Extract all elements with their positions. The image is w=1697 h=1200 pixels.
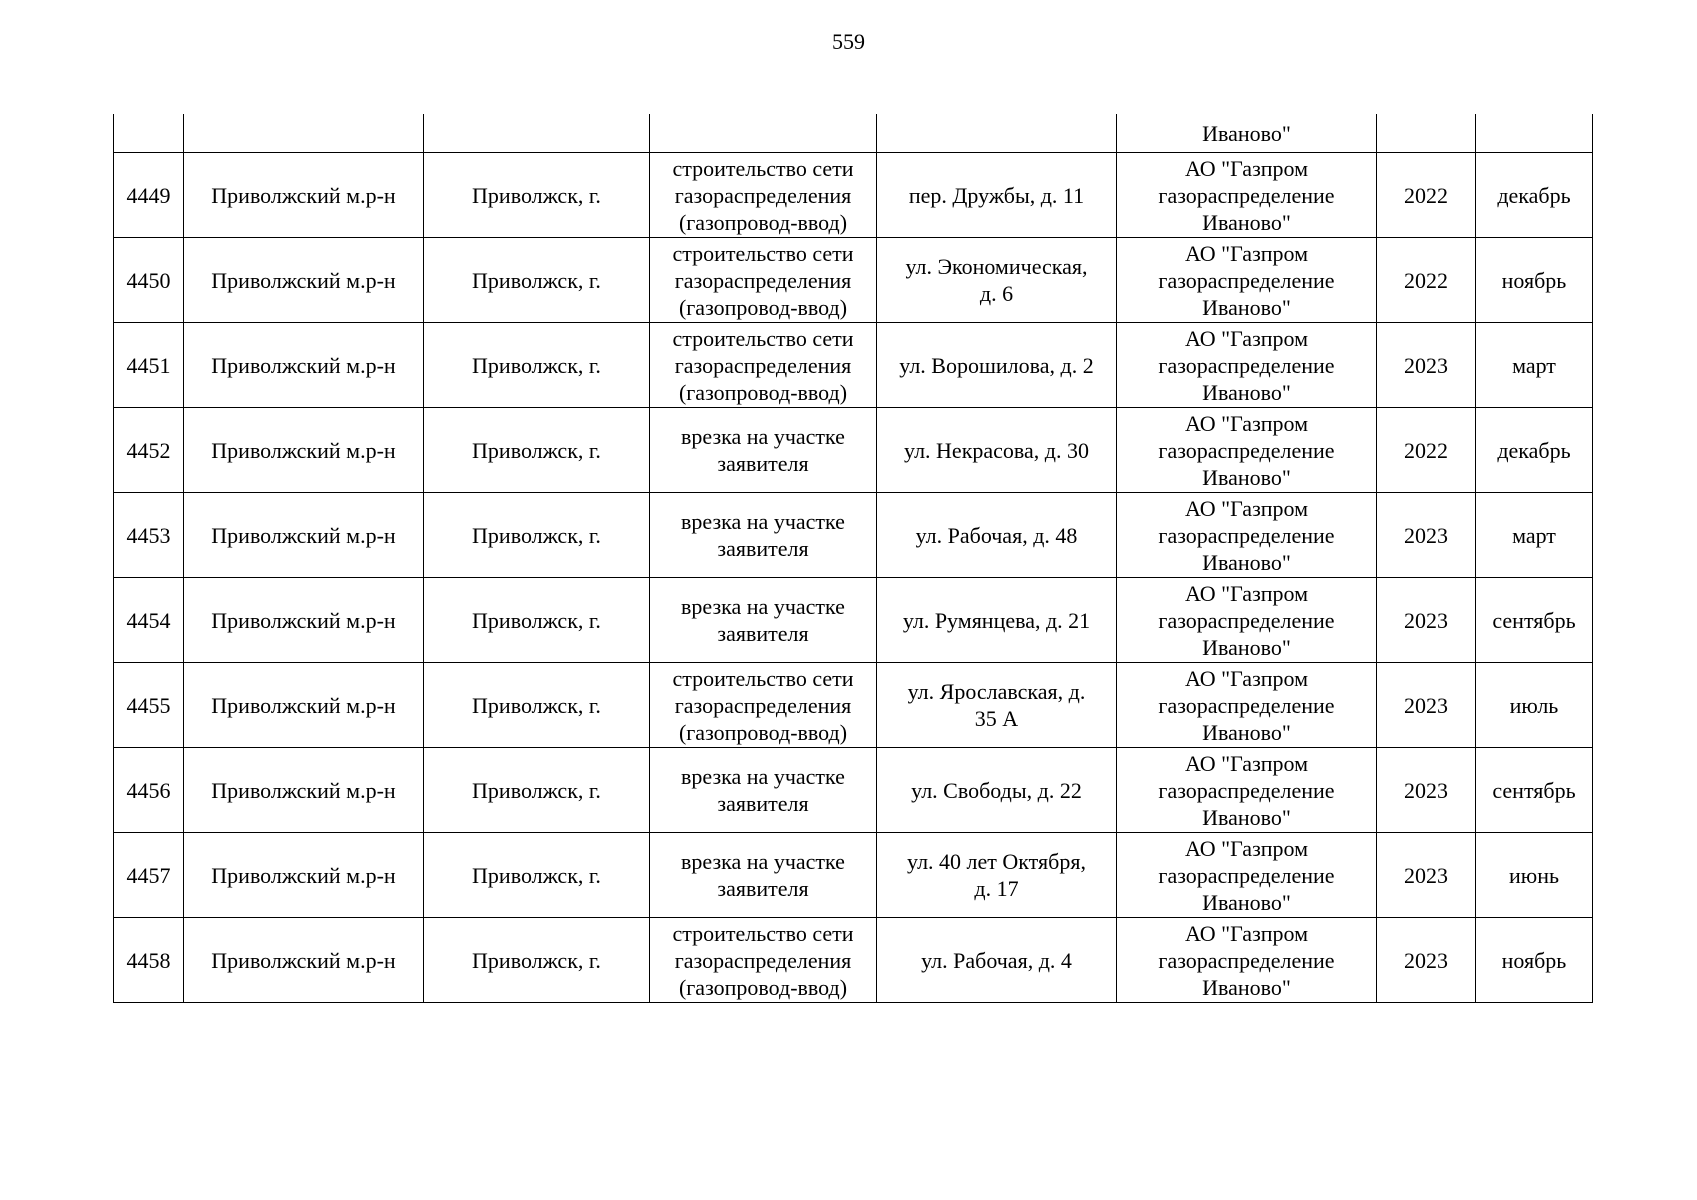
cell-org-text: АО "Газпром газораспределение Иваново" [1158, 580, 1335, 660]
cell-year-text: 2023 [1404, 862, 1448, 888]
cell-district-text: Приволжский м.р-н [211, 522, 396, 548]
cell-address [877, 114, 1117, 153]
cell-district [184, 323, 424, 408]
cell-org [1117, 114, 1377, 153]
cell-address [877, 238, 1117, 323]
cell-district-text: Приволжский м.р-н [211, 607, 396, 633]
cell-year-text: 2023 [1404, 947, 1448, 973]
cell-org [1117, 323, 1377, 408]
cell-work-text: строительство сети газораспределения (газопровод-ввод) [672, 155, 854, 235]
cell-city-text: Приволжск, г. [472, 607, 601, 633]
cell-city [424, 114, 650, 153]
cell-org-text: АО "Газпром газораспределение Иваново" [1158, 240, 1335, 320]
page-number: 559 [832, 29, 865, 54]
cell-district [184, 663, 424, 748]
cell-org-text: АО "Газпром газораспределение Иваново" [1158, 410, 1335, 490]
cell-work-text: строительство сети газораспределения (газопровод-ввод) [672, 240, 854, 320]
cell-num-text: 4457 [126, 862, 171, 888]
cell-num-text: 4451 [126, 352, 171, 378]
cell-work [650, 238, 877, 323]
cell-address [877, 663, 1117, 748]
cell-num-text: 4454 [126, 607, 171, 633]
cell-num-text: 4450 [126, 267, 171, 293]
cell-district-text: Приволжский м.р-н [211, 182, 396, 208]
cell-work-text: врезка на участке заявителя [681, 424, 845, 476]
table-row [114, 153, 1593, 238]
table-row [114, 833, 1593, 918]
cell-num-text: 4458 [126, 947, 171, 973]
cell-city [424, 493, 650, 578]
cell-num [114, 323, 184, 408]
cell-year [1377, 748, 1476, 833]
cell-year-text: 2022 [1404, 182, 1448, 208]
cell-num [114, 114, 184, 153]
cell-city-text: Приволжск, г. [472, 352, 601, 378]
cell-address-text: ул. Рабочая, д. 4 [921, 947, 1072, 973]
cell-district [184, 833, 424, 918]
cell-district [184, 114, 424, 153]
cell-month-text: ноябрь [1501, 267, 1567, 293]
cell-work-text: врезка на участке заявителя [681, 764, 845, 816]
table-row [114, 493, 1593, 578]
cell-address-text: ул. Некрасова, д. 30 [904, 437, 1089, 463]
cell-year-text: 2022 [1404, 267, 1448, 293]
cell-year-text: 2023 [1404, 522, 1448, 548]
cell-org-text: АО "Газпром газораспределение Иваново" [1158, 325, 1335, 405]
cell-work-text: врезка на участке заявителя [681, 849, 845, 901]
cell-year-text: 2023 [1404, 777, 1448, 803]
cell-work [650, 408, 877, 493]
cell-month [1476, 408, 1593, 493]
cell-district [184, 578, 424, 663]
cell-year [1377, 408, 1476, 493]
cell-address-text: ул. Свободы, д. 22 [911, 777, 1082, 803]
cell-year [1377, 493, 1476, 578]
cell-org [1117, 918, 1377, 1003]
cell-org [1117, 408, 1377, 493]
cell-month [1476, 493, 1593, 578]
cell-city-text: Приволжск, г. [472, 437, 601, 463]
cell-address-text: ул. Рабочая, д. 48 [915, 522, 1078, 548]
cell-year [1377, 153, 1476, 238]
cell-num [114, 153, 184, 238]
cell-address-text: ул. Ярославская, д. 35 А [907, 679, 1086, 731]
cell-district [184, 918, 424, 1003]
cell-city [424, 238, 650, 323]
cell-work-text: строительство сети газораспределения (газопровод-ввод) [672, 325, 854, 405]
cell-city [424, 663, 650, 748]
cell-district [184, 408, 424, 493]
cell-month [1476, 918, 1593, 1003]
cell-org-text: АО "Газпром газораспределение Иваново" [1158, 835, 1335, 915]
cell-org [1117, 238, 1377, 323]
cell-address-text: ул. 40 лет Октября, д. 17 [907, 849, 1086, 901]
cell-district [184, 238, 424, 323]
cell-num [114, 578, 184, 663]
cell-org [1117, 663, 1377, 748]
table-row [114, 918, 1593, 1003]
cell-year-text: 2023 [1404, 352, 1448, 378]
cell-district-text: Приволжский м.р-н [211, 862, 396, 888]
cell-org [1117, 578, 1377, 663]
cell-year-text: 2023 [1404, 692, 1448, 718]
cell-month-text: декабрь [1497, 437, 1571, 463]
cell-district-text: Приволжский м.р-н [211, 352, 396, 378]
cell-city [424, 918, 650, 1003]
cell-num-text: 4452 [126, 437, 171, 463]
cell-num [114, 493, 184, 578]
table-row [114, 748, 1593, 833]
cell-org-text: АО "Газпром газораспределение Иваново" [1158, 155, 1335, 235]
table-body [114, 114, 1593, 1003]
cell-year [1377, 918, 1476, 1003]
cell-num [114, 833, 184, 918]
cell-org-text: АО "Газпром газораспределение Иваново" [1158, 920, 1335, 1000]
cell-work-text: строительство сети газораспределения (газопровод-ввод) [672, 665, 854, 745]
table-row [114, 408, 1593, 493]
cell-month [1476, 323, 1593, 408]
cell-month-text: март [1512, 522, 1556, 548]
cell-district [184, 153, 424, 238]
cell-city-text: Приволжск, г. [472, 267, 601, 293]
cell-district-text: Приволжский м.р-н [211, 692, 396, 718]
cell-work [650, 153, 877, 238]
cell-org [1117, 153, 1377, 238]
cell-district [184, 748, 424, 833]
cell-district-text: Приволжский м.р-н [211, 947, 396, 973]
cell-city [424, 748, 650, 833]
cell-month [1476, 238, 1593, 323]
table-row [114, 238, 1593, 323]
cell-num-text: 4453 [126, 522, 171, 548]
cell-address [877, 323, 1117, 408]
cell-num [114, 748, 184, 833]
cell-work [650, 918, 877, 1003]
cell-work [650, 493, 877, 578]
cell-city [424, 323, 650, 408]
cell-city-text: Приволжск, г. [472, 862, 601, 888]
cell-org-text: АО "Газпром газораспределение Иваново" [1158, 750, 1335, 830]
cell-org-text: Иваново" [1202, 120, 1291, 146]
cell-city [424, 153, 650, 238]
cell-district-text: Приволжский м.р-н [211, 437, 396, 463]
cell-work-text: строительство сети газораспределения (газопровод-ввод) [672, 920, 854, 1000]
cell-city [424, 833, 650, 918]
cell-month [1476, 748, 1593, 833]
cell-address-text: ул. Ворошилова, д. 2 [899, 352, 1094, 378]
cell-month [1476, 833, 1593, 918]
cell-month-text: ноябрь [1501, 947, 1567, 973]
cell-work [650, 323, 877, 408]
cell-address-text: ул. Экономическая, д. 6 [905, 254, 1088, 306]
cell-year [1377, 578, 1476, 663]
cell-district-text: Приволжский м.р-н [211, 267, 396, 293]
cell-year [1377, 238, 1476, 323]
cell-year [1377, 323, 1476, 408]
cell-month-text: июль [1509, 692, 1559, 718]
cell-year [1377, 114, 1476, 153]
cell-num [114, 918, 184, 1003]
cell-month-text: декабрь [1497, 182, 1571, 208]
cell-num-text: 4455 [126, 692, 171, 718]
cell-address [877, 833, 1117, 918]
cell-work-text: врезка на участке заявителя [681, 594, 845, 646]
cell-month-text: сентябрь [1492, 607, 1576, 633]
cell-year [1377, 663, 1476, 748]
cell-month-text: сентябрь [1492, 777, 1576, 803]
cell-month [1476, 663, 1593, 748]
cell-address [877, 408, 1117, 493]
cell-address-text: пер. Дружбы, д. 11 [908, 182, 1085, 208]
cell-org-text: АО "Газпром газораспределение Иваново" [1158, 495, 1335, 575]
cell-address-text: ул. Румянцева, д. 21 [902, 607, 1091, 633]
cell-num [114, 408, 184, 493]
cell-org-text: АО "Газпром газораспределение Иваново" [1158, 665, 1335, 745]
cell-work [650, 833, 877, 918]
table-row-continued [114, 114, 1593, 153]
cell-num [114, 663, 184, 748]
cell-num-text: 4456 [126, 777, 171, 803]
cell-month [1476, 153, 1593, 238]
cell-city-text: Приволжск, г. [472, 947, 601, 973]
cell-address [877, 748, 1117, 833]
cell-month-text: март [1512, 352, 1556, 378]
cell-month-text: июнь [1508, 862, 1559, 888]
cell-address [877, 578, 1117, 663]
cell-month [1476, 114, 1593, 153]
table-row [114, 323, 1593, 408]
cell-num-text: 4449 [126, 182, 171, 208]
table-row [114, 578, 1593, 663]
cell-work-text: врезка на участке заявителя [681, 509, 845, 561]
cell-address [877, 153, 1117, 238]
table-row [114, 663, 1593, 748]
cell-city [424, 578, 650, 663]
cell-work [650, 663, 877, 748]
cell-city-text: Приволжск, г. [472, 522, 601, 548]
cell-city-text: Приволжск, г. [472, 777, 601, 803]
cell-city [424, 408, 650, 493]
cell-district [184, 493, 424, 578]
cell-address [877, 918, 1117, 1003]
cell-org [1117, 748, 1377, 833]
cell-org [1117, 833, 1377, 918]
cell-year-text: 2022 [1404, 437, 1448, 463]
cell-num [114, 238, 184, 323]
cell-work [650, 748, 877, 833]
cell-district-text: Приволжский м.р-н [211, 777, 396, 803]
cell-city-text: Приволжск, г. [472, 182, 601, 208]
cell-work [650, 578, 877, 663]
gas-connection-table [113, 114, 1593, 1003]
cell-city-text: Приволжск, г. [472, 692, 601, 718]
cell-address [877, 493, 1117, 578]
cell-year-text: 2023 [1404, 607, 1448, 633]
cell-year [1377, 833, 1476, 918]
cell-org [1117, 493, 1377, 578]
cell-month [1476, 578, 1593, 663]
cell-work [650, 114, 877, 153]
